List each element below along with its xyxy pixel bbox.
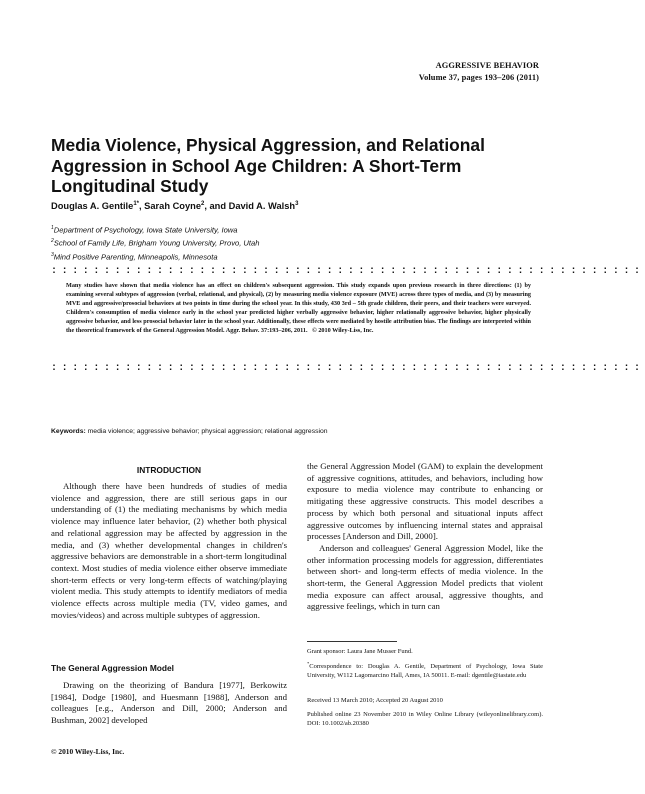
footnote-text: Correspondence to: Douglas A. Gentile, Department of Psychology, Iowa State University, W112 Lagomarcino Hall, Ames, IA 50011. E-mail: dgentile@iastate.edu xyxy=(307,663,543,679)
author-name: Douglas A. Gentile xyxy=(51,201,134,212)
gam-paragraph xyxy=(51,680,287,727)
keywords-label: Keywords: xyxy=(51,428,86,435)
abstract-text: Many studies have shown that media violence has an effect on children's subsequent aggression. This study expands upon previous research in three directions: (1) by examining several subtypes of aggression (verbal, relational, and physical), (2) by measuring media violence exposure (MVE) across three types of media, and (3) by measuring MVE and aggressive/prosocial behaviors at two points in time during the school year. In this study, 430 3rd – 5th grade children, their peers, and their teachers were surveyed. Children's consumption of media violence early in the school year predicted higher verbally aggressive behavior, higher relationally aggressive behavior, higher physically aggressive behavior, and less prosocial behavior later in the school year. Additionally, these effects were mediated by hostile attribution bias. The findings are interpreted within the theoretical framework of the General Aggression Model. Aggr. Behav. 37:193–206, 2011. xyxy=(66,282,531,334)
keywords-text: media violence; aggressive behavior; physical aggression; relational aggression xyxy=(87,428,328,435)
author-separator: , xyxy=(138,201,145,212)
page-copyright: © 2010 Wiley-Liss, Inc. xyxy=(51,747,125,756)
affiliations xyxy=(51,223,259,263)
keywords xyxy=(51,428,328,435)
author-name: David A. Walsh xyxy=(228,201,296,212)
author-name: Sarah Coyne xyxy=(144,201,201,212)
column-two-text xyxy=(307,461,543,613)
journal-header xyxy=(419,60,539,84)
footnote-grant: Grant sponsor: Laura Jane Musser Fund. xyxy=(307,648,413,655)
journal-volume: Volume 37, pages 193–206 (2011) xyxy=(418,73,539,82)
affiliation-sup: 3 xyxy=(51,251,54,258)
abstract-copyright: © 2010 Wiley-Liss, Inc. xyxy=(312,327,374,334)
article-title: Media Violence, Physical Aggression, and Relational Aggression in School Age Children: A Short-Term Longitudinal Study xyxy=(51,135,485,196)
affiliation-sup: 1 xyxy=(51,225,54,231)
affiliation-text: Mind Positive Parenting, Minneapolis, Minnesota xyxy=(53,252,218,262)
paragraph-text: Anderson and colleagues' General Aggression Model, like the other information processing models for aggression, differentiates between short- and long-term effects of media violence. In the short-term, the General Aggression Model predicts that violent media exposure can affect arousal, aggressive thoughts, and aggressive feelings, which in turn can xyxy=(307,542,543,612)
affiliation xyxy=(51,250,259,263)
author-sup: 1* xyxy=(133,201,139,207)
paragraph-text: the General Aggression Model (GAM) to explain the development of aggressive cognitions, attitudes, and behaviors, including how exposure to media violence may contribute to enhancing or mitigating these aggressive constructs. This model describes a process by which both personal and situational inputs affect aggressive outcomes by influencing internal states and appraisal processes [Anderson and Dill, 2000]. xyxy=(307,461,543,542)
intro-heading: INTRODUCTION xyxy=(136,465,202,475)
author-separator: , and xyxy=(204,201,229,212)
footnote-received: Received 13 March 2010; Accepted 20 August 2010 xyxy=(307,697,443,704)
author-sup: 2 xyxy=(201,201,205,207)
paragraph-text: Drawing on the theorizing of Bandura [1977], Berkowitz [1984], Dodge [1980], and Huesmann [1988], Anderson and colleagues [e.g., Anderson and Dill, 2000; Anderson and Bushman, 2002] developed xyxy=(51,680,287,726)
footnote-sup: * xyxy=(307,661,310,666)
abstract-top-divider: :::::::::::::::::::::::::::::::::::::::::::::::::::::::: xyxy=(51,266,645,277)
author-sup: 3 xyxy=(295,201,299,207)
abstract-bottom-divider: :::::::::::::::::::::::::::::::::::::::::::::::::::::::: xyxy=(51,363,645,374)
intro-paragraph xyxy=(51,481,287,621)
author-list xyxy=(51,201,298,211)
affiliation xyxy=(51,236,259,249)
abstract xyxy=(66,281,531,335)
affiliation-text: Department of Psychology, Iowa State University, Iowa xyxy=(53,225,238,235)
footnote-rule xyxy=(307,641,397,642)
footnote-correspondence xyxy=(307,660,543,680)
affiliation xyxy=(51,223,259,236)
gam-heading: The General Aggression Model xyxy=(51,663,175,673)
affiliation-sup: 2 xyxy=(51,238,54,245)
paragraph-text: Although there have been hundreds of studies of media violence and aggression, there are still serious gaps in our understanding of (1) the mediating mechanisms by which media violence may influence later behavior, (2) whether both physical and relational aggression may be affected by aggression in the media, and (3) whether developmental changes in children's aggressive behaviors are demonstrable in a short-term longitudinal context. Most studies of media violence either observe immediate short-term effects or very long-term effects of watching/playing violent media. This study attempts to identify mediators of media violence effects across multiple media (TV, video games, and movies/videos) and across multiple subtypes of aggression. xyxy=(51,481,287,620)
journal-name: AGGRESSIVE BEHAVIOR xyxy=(435,61,539,70)
footnote-published: Published online 23 November 2010 in Wiley Online Library (wileyonlinelibrary.com). DOI: 10.1002/ab.20380 xyxy=(307,711,543,727)
affiliation-text: School of Family Life, Brigham Young University, Provo, Utah xyxy=(53,238,260,248)
